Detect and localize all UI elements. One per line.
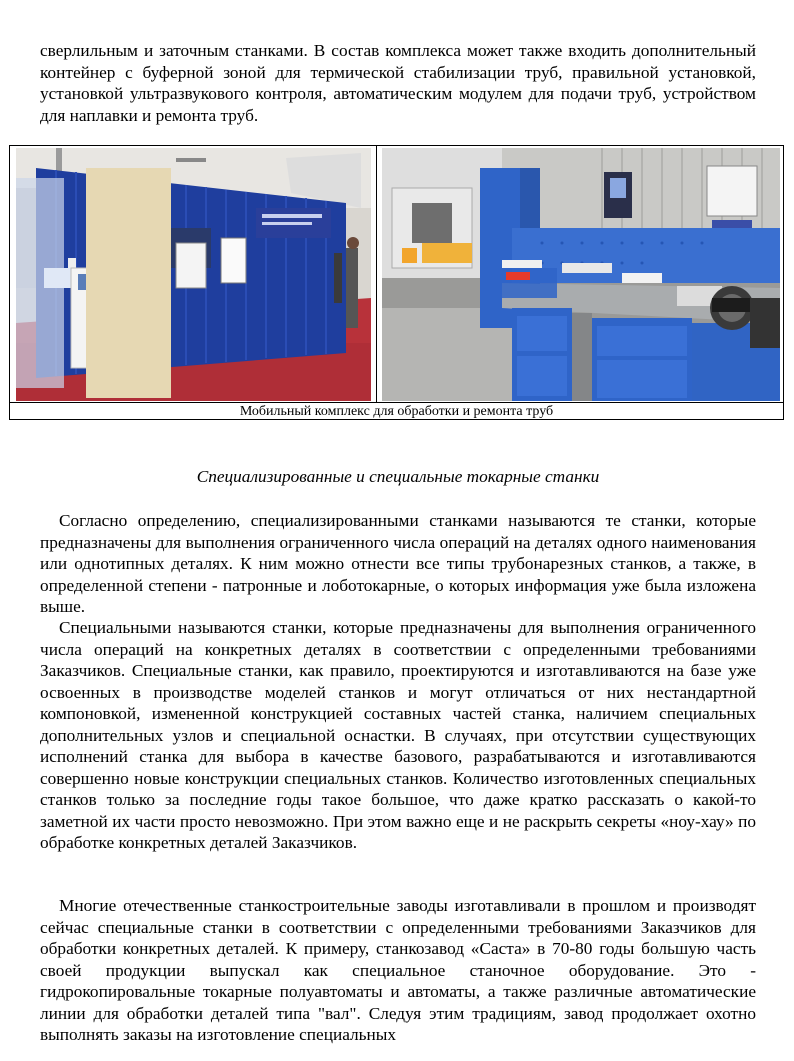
figure-caption: Мобильный комплекс для обработки и ремонта труб xyxy=(10,402,783,421)
paragraph: Согласно определению, специализированными станками называются те станки, которые предназначены для выполнения ограниченного числа операций на деталях одного наименования или однотипных деталях. К ним можно отнести все типы трубонарезных станков, а также, в определенной степени - патронные и лоботокарные, о которых информация уже была изложена выше. xyxy=(40,511,756,616)
section-heading: Специализированные и специальные токарные станки xyxy=(196,467,600,486)
workshop-interior-photo xyxy=(382,148,780,401)
paragraph: Специальными называются станки, которые предназначены для выполнения ограниченного числа операций на конкретных деталях в соответствии с определенными требованиями Заказчиков. Специальные станки, как правило, проектируются и изготавливаются на базе уже освоенных в производстве моделей станков и могут отличаться от них нестандартной компоновкой, измененной конструкцией составных частей станка, наличием специальных дополнительных узлов и специальной оснастки. В случаях, при отсутствии существующих исполнений станка для выбора в качестве базового, разрабатываются и изготавливаются совершенно новые конструкции специальных станков. Количество изготовленных специальных станков только за последние годы такое большое, что даже кратко рассказать о какой-то заметной их части просто невозможно. При этом важно еще и не раскрыть секреты «ноу-хау» по обработке конкретных деталей Заказчиков. xyxy=(40,618,756,852)
top-paragraph: сверлильным и заточным станками. В состав комплекса может также входить дополнительный контейнер с буферной зоной для термической стабилизации труб, правильной установкой, установкой ультразвукового контроля, автоматическим модулем для подачи труб, устройством для наплавки и ремонта труб. xyxy=(40,41,756,125)
figure xyxy=(9,145,784,420)
figure-divider xyxy=(376,146,377,402)
container-exhibition-photo xyxy=(16,148,371,401)
paragraph: Многие отечественные станкостроительные заводы изготавливали в прошлом и производят сейчас специальные станки в соответствии с определенными требованиями Заказчиков для обработки конкретных деталей. К примеру, станкозавод «Саста» в 70-80 годы большую часть своей продукции выпускал как специальное станочное оборудование. Это - гидрокопировальные токарные полуавтоматы и автоматы, а также различные автоматические линии для обработки деталей типа "вал". Следуя этим традициям, завод продолжает охотно выполнять заказы на изготовление специальных xyxy=(40,896,756,1044)
